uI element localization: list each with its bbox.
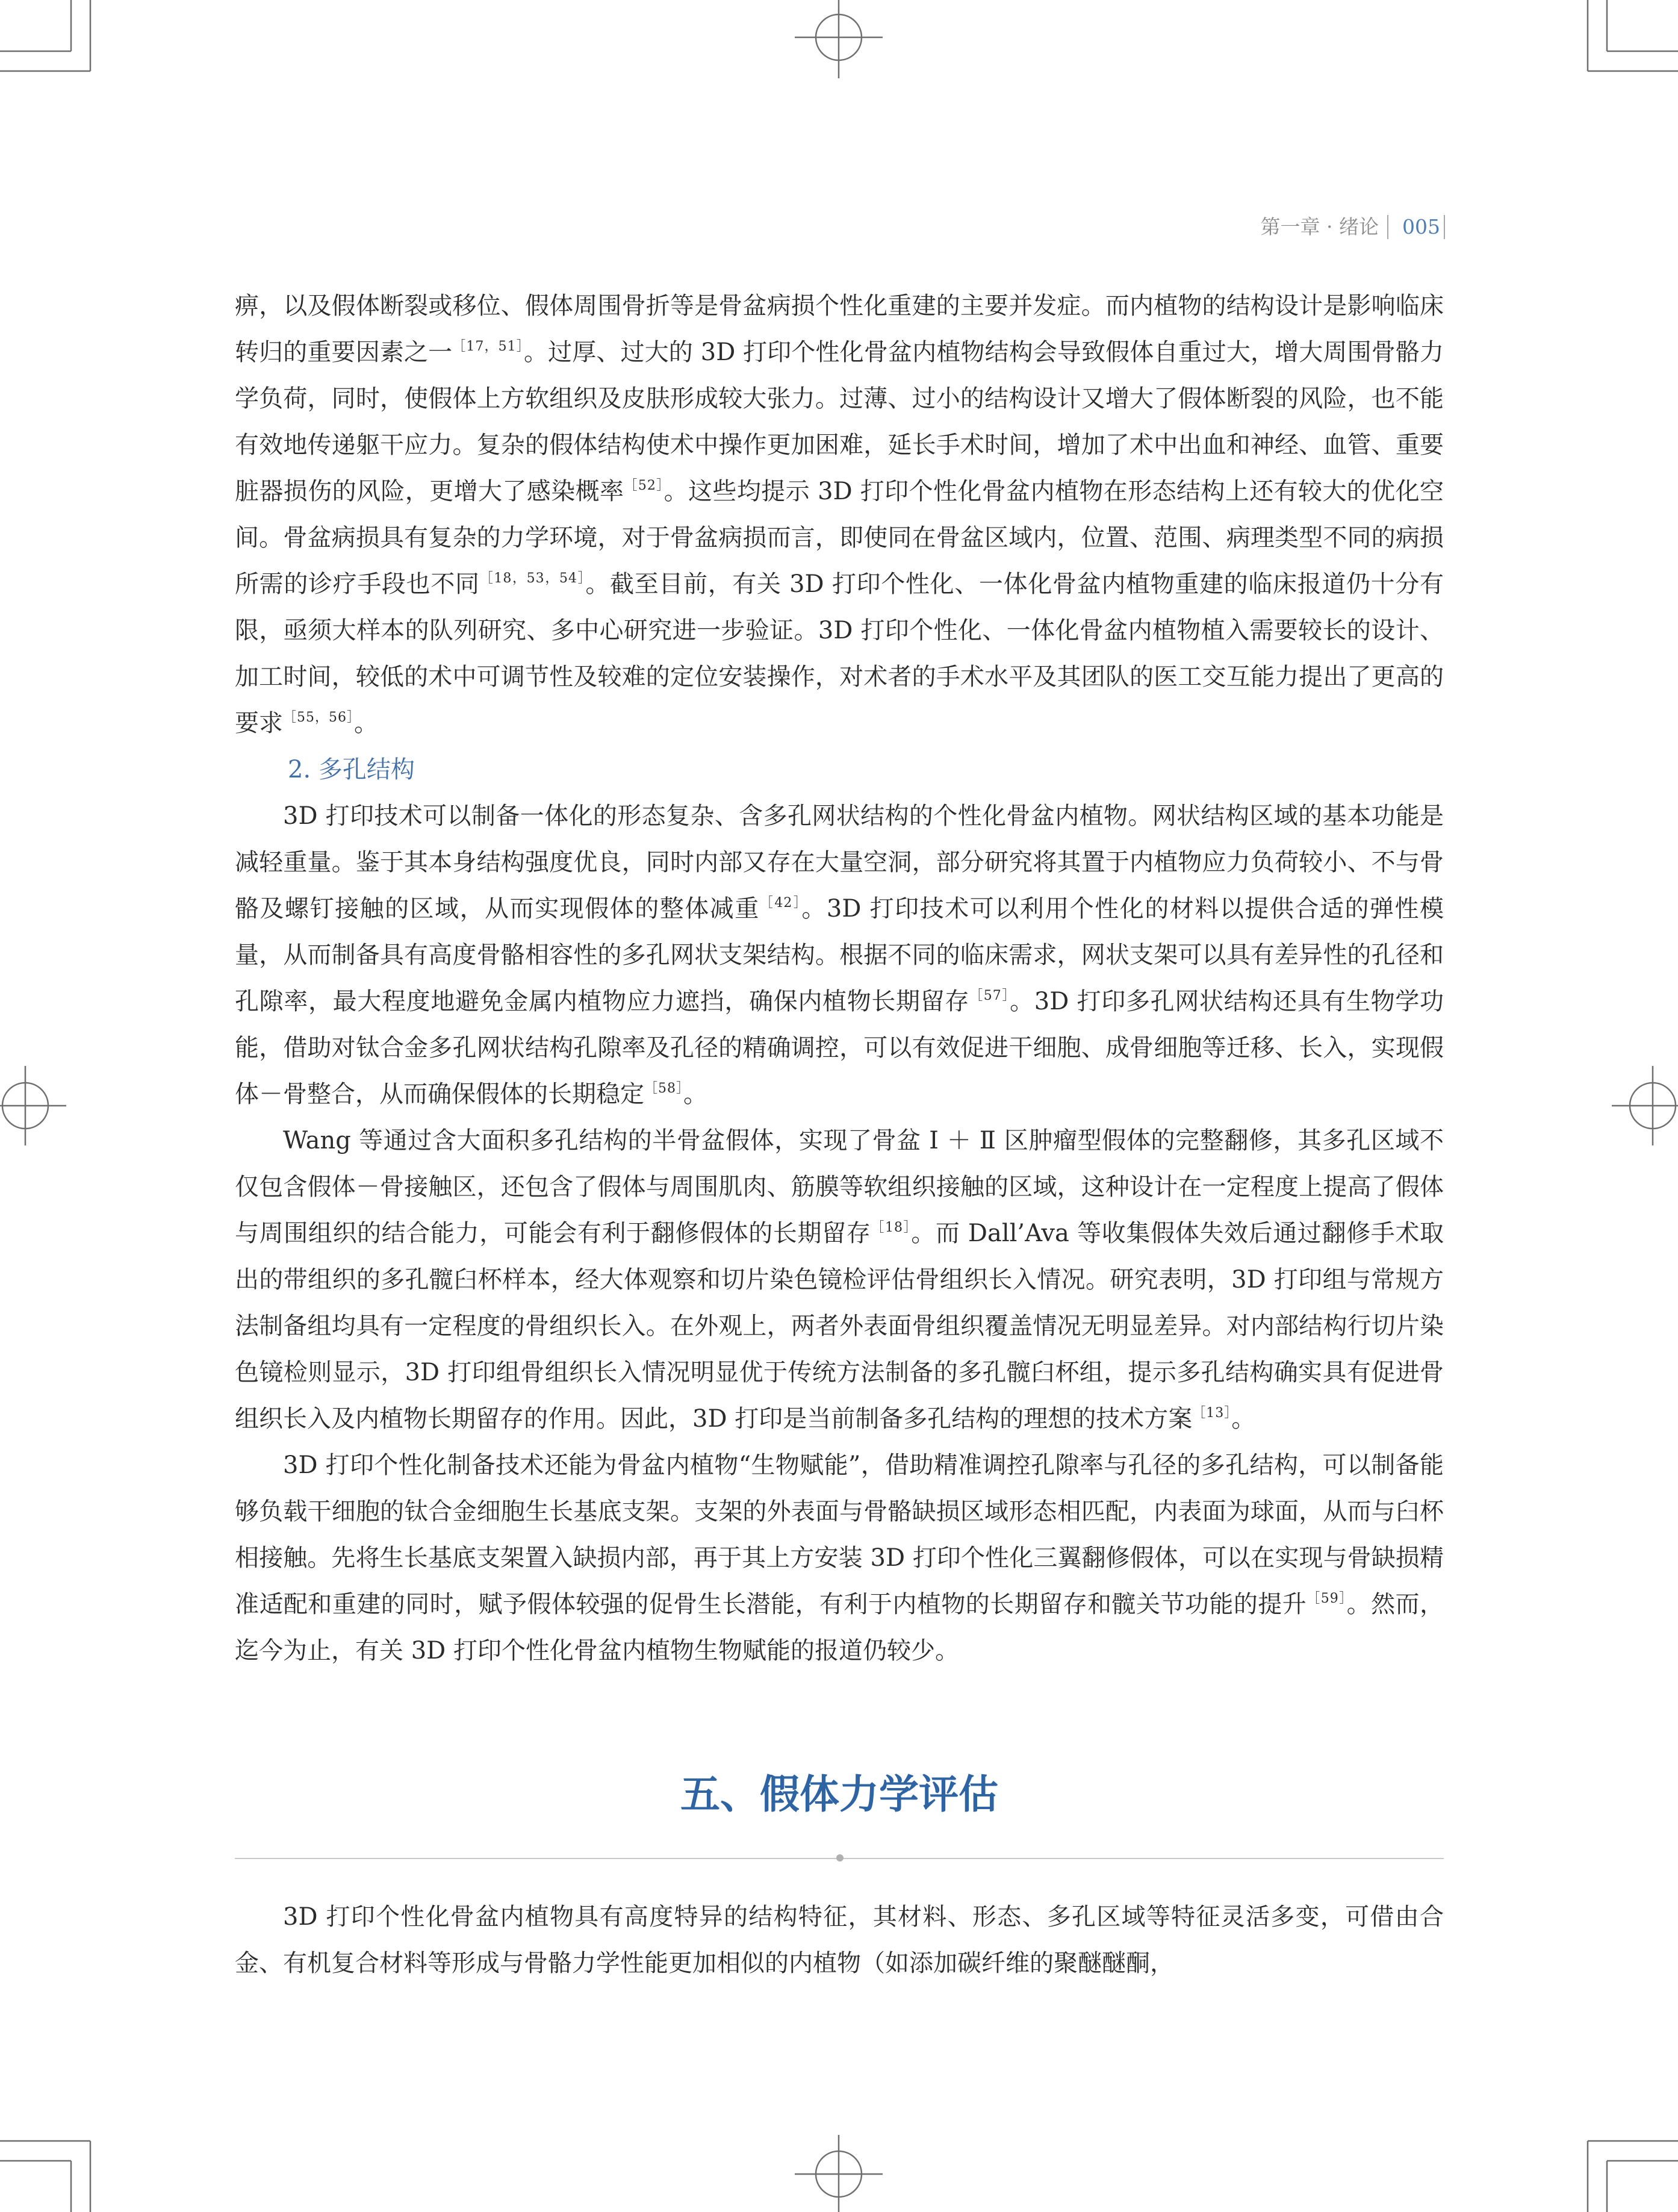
title-rule-dot: [836, 1854, 844, 1862]
citation-ref: ［55，56］: [283, 710, 354, 725]
body-text-bottom: [235, 1894, 1444, 1987]
header-divider: [1387, 215, 1388, 239]
subheading: 2. 多孔结构: [288, 756, 415, 784]
citation-ref: ［59］: [1307, 1591, 1347, 1606]
header-end-bar: [1444, 215, 1445, 239]
chapter-label: 第一章 · 绪论: [1260, 215, 1379, 238]
citation-ref: ［42］: [759, 896, 802, 911]
citation-ref: ［17，51］: [452, 339, 524, 354]
running-header: [1234, 213, 1445, 241]
paragraph: 3D 打印个性化骨盆内植物具有高度特异的结构特征，其材料、形态、多孔区域等特征灵活多变，可借由合金、有机复合材料等形成与骨骼力学性能更加相似的内植物（如添加碳纤维的聚醚醚酮，: [235, 1903, 1444, 1977]
paragraph: 3D 打印技术可以制备一体化的形态复杂、含多孔网状结构的个性化骨盆内植物。网状结构区域的基本功能是减轻重量。鉴于其本身结构强度优良，同时内部又存在大量空洞，部分研究将其置于内植物应力负荷较小、不与骨骼及螺钉接触的区域，从而实现假体的整体减重$^{[42]}$。3D 打印技术可以利用个性化的材料以提供合适的弹性模量，从而制备具有高度骨骼相容性的多孔网状支架结构。根据不同的临床需求，网状支架可以具有差异性的孔径和孔隙率，最大程度地避免金属内植物应力遮挡，确保内植物长期留存$^{[57]}$。3D 打印多孔网状结构还具有生物学功能，借助对钛合金多孔网状结构孔隙率及孔径的精确调控，可以有效促进干细胞、成骨细胞等迁移、长入，实现假体－骨整合，从而确保假体的长期稳定$^{[58]}$。: [235, 802, 1444, 1108]
paragraph: 3D 打印个性化制备技术还能为骨盆内植物“生物赋能”，借助精准调控孔隙率与孔径的多孔结构，可以制备能够负载干细胞的钛合金细胞生长基底支架。支架的外表面与骨骼缺损区域形态相匹配，内表面为球面，从而与臼杯相接触。先将生长基底支架置入缺损内部，再于其上方安装 3D 打印个性化三翼翻修假体，可以在实现与骨缺损精准适配和重建的同时，赋予假体较强的促骨生长潜能，有利于内植物的长期留存和髋关节功能的提升$^{[59]}$。然而，迄今为止，有关 3D 打印个性化骨盆内植物生物赋能的报道仍较少。: [235, 1451, 1444, 1665]
citation-ref: ［52］: [624, 478, 664, 493]
paragraph: 痹，以及假体断裂或移位、假体周围骨折等是骨盆病损个性化重建的主要并发症。而内植物的结构设计是影响临床转归的重要因素之一$^{[17,51]}$。过厚、过大的 3D 打印个性化骨盆内植物结构会导致假体自重过大，增大周围骨骼力学负荷，同时，使假体上方软组织及皮肤形成较大张力。过薄、过小的结构设计又增大了假体断裂的风险，也不能有效地传递躯干应力。复杂的假体结构使术中操作更加困难，延长手术时间，增加了术中出血和神经、血管、重要脏器损伤的风险，更增大了感染概率$^{[52]}$。这些均提示 3D 打印个性化骨盆内植物在形态结构上还有较大的优化空间。骨盆病损具有复杂的力学环境，对于骨盆病损而言，即使同在骨盆区域内，位置、范围、病理类型不同的病损所需的诊疗手段也不同$^{[18,53,54]}$。截至目前，有关 3D 打印个性化、一体化骨盆内植物重建的临床报道仍十分有限，亟须大样本的队列研究、多中心研究进一步验证。3D 打印个性化、一体化骨盆内植物植入需要较长的设计、加工时间，较低的术中可调节性及较难的定位安装操作，对术者的手术水平及其团队的医工交互能力提出了更高的要求$^{[55,56]}$。: [235, 292, 1444, 737]
citation-ref: ［58］: [644, 1081, 683, 1096]
section-title: 五、假体力学评估: [680, 1771, 998, 1818]
citation-ref: ［13］: [1192, 1406, 1232, 1421]
page-number: 005: [1402, 215, 1440, 238]
body-text: [235, 283, 1444, 1674]
citation-ref: ［18，53，54］: [479, 571, 586, 586]
paragraph: Wang 等通过含大面积多孔结构的半骨盆假体，实现了骨盆 Ⅰ ＋ Ⅱ 区肿瘤型假体的完整翻修，其多孔区域不仅包含假体－骨接触区，还包含了假体与周围肌肉、筋膜等软组织接触的区域，这种设计在一定程度上提高了假体与周围组织的结合能力，可能会有利于翻修假体的长期留存$^{[18]}$。而 Dall’Ava 等收集假体失效后通过翻修手术取出的带组织的多孔髋臼杯样本，经大体观察和切片染色镜检评估骨组织长入情况。研究表明，3D 打印组与常规方法制备组均具有一定程度的骨组织长入。在外观上，两者外表面骨组织覆盖情况无明显差异。对内部结构行切片染色镜检则显示，3D 打印组骨组织长入情况明显优于传统方法制备的多孔髋臼杯组，提示多孔结构确实具有促进骨组织长入及内植物长期留存的作用。因此，3D 打印是当前制备多孔结构的理想的技术方案$^{[13]}$。: [235, 1127, 1444, 1433]
citation-ref: ［57］: [969, 988, 1010, 1003]
citation-ref: ［18］: [871, 1220, 912, 1235]
